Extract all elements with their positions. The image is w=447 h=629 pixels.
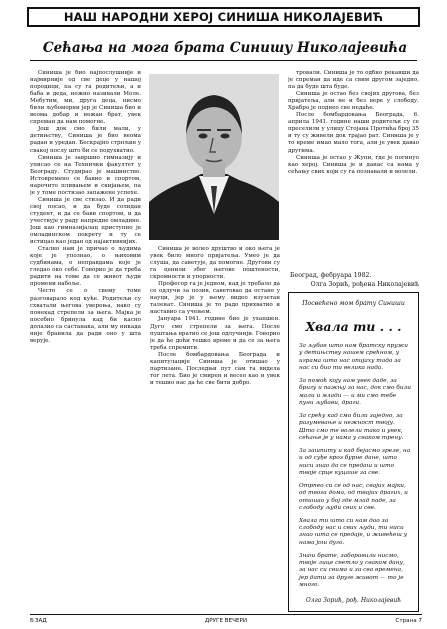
paragraph: тровали. Синиша је то одбио рекавши да је спреман да иде са свим другом заједно, па да буде шта буде. <box>288 70 419 91</box>
paragraph: После бомбардовања Београда и капитулације Синиша је отишао у партизане. Последњи пут сам га видела тог лета. Био је смирен и весео као и увек и тешио нас да ће све бити добро. <box>150 351 280 386</box>
paragraph: Стално нам је причао о људима које је упознао, о њиховим судбинама, о неправдама које је гледао око себе. Говорио је да треба радити на томе да се живот људи промени набоље. <box>30 246 141 288</box>
signature-place: Београд, фебруара 1982. <box>290 272 372 279</box>
portrait-photo <box>149 74 279 240</box>
paragraph: Још док смо били мали, у детињству, Синиша је био веома радан и уредан. Бескрајно стрпљив у свакој послу што би се подухватио. <box>30 126 141 154</box>
article-column-1 <box>30 70 141 603</box>
paragraph: После бомбардовања Београда, 6. априла 1941. године наши родитељи су се преселили у улицу Стојана Протића број 35 и ту су живели док трајао рат. Синиша је у то време имао мало тога, али је увек давао другима. <box>288 112 419 154</box>
paragraph: Јануара 1941. године био је ухапшен. Дуго смо стрепели за њега. После пуштања вратио се још одлучнији. Говорио је да ће доћи тешко време и да се за њега треба спремити. <box>150 316 280 351</box>
paragraph: Професор га је једном, кад је требало да се одлучи за позив, саветовао да остане у науци, јер је у њему видео изузетан таленат. Синиша је то радо прихватио и наставио са учењем. <box>150 281 280 316</box>
page-footer <box>30 614 422 627</box>
paragraph: Синиша је завршио гимназију и уписао се на Технички факултет у Београду. Студирао је машинство. Истовремено се бавио и спортом, нарочито пливањем и скијањем, па је у томе постизао запажене успехе. <box>30 154 141 196</box>
footer-center: ДРУГЕ ВЕЧЕРИ <box>204 618 248 624</box>
poem-stanza: За срећу кад смо били заједно, за разумевање и нежност твоју. Што смо те волели тако и увек, сећање је у нама у сваком трену. <box>299 412 404 442</box>
footer-left: Б ЗАД <box>30 618 47 624</box>
paragraph: Синиша је волео друштво и око њега је увек било много пријатеља. Умео је да слуша, да саветује, да помогне. Другови су га ценили због његове поштености, скромности и упорности. <box>150 246 280 281</box>
poem-stanza: За зашпиту и кад бејасмо зреле, на и од суђе кроз бурне дане, што ниси знао да се предаш и што твоје срце куцаше за све. <box>299 447 411 476</box>
poem-stanza: Знаш брате, заборавили нисмо, твоје лице светло у сваком дану, за нас си свима и за сва времена, јер дати за друге живот — то је много. <box>299 552 405 589</box>
poem-stanza: Хвала ти што си нам дао за слободу нас и свих људи, ти ниси знао шта се предаје, и живећеш у нама још дуго. <box>299 517 408 546</box>
paragraph: Синиша је остао без својих другова, без пријатеља, али не и без вере у слободу. Храбро је поднео све недаће. <box>288 91 419 112</box>
poem-stanza: Отрпео си се од нас, својих мајки, од твога дома, од твојих драгих, и отишао у бој где млад паде, за слободу људи свих и све. <box>299 482 408 511</box>
title-divider <box>30 60 417 61</box>
paragraph: Често се о свему томе разговарало код куће. Родитељи су схватали његова уверења, иако су понекад стрепели за њега. Мајка је посебно бринула кад би касно долазио са састанака, али му никада није бранила да ради оно у шта верује. <box>30 288 141 344</box>
poem-title: Хвала ти . . . <box>305 319 402 334</box>
poem-stanza: За помоћ коју нам увек даде, за бригу и пажњу за нас, док смо били мали и млади — и ми смо тебе пуни љубави, драги. <box>299 377 411 407</box>
poem-body <box>299 343 411 595</box>
article-column-3 <box>288 70 419 269</box>
paragraph: Синиша је био најпослушније и најмирније од све деце у нашој породици, па су га родитељи, а и баба и деда, нежно називали Моле. Мебутим, ми, друга деца, нисмо били љубоморни јер је Синиша био и веома добар и нежан брат, увек спреман да нам помогне. <box>30 70 141 126</box>
poem-box <box>288 292 419 612</box>
footer-page-number: Страна 7 <box>395 618 422 624</box>
poem-author: Олга Зорић, рођ. Николајевић <box>305 597 402 604</box>
signature-name: Олга Зорић, рођена Николајевић <box>310 281 419 288</box>
paragraph: Синиша је остао у Жупи, где је погинуо као херој. Синиша је и данас са нама у сећању свих који су га познавали и волели. <box>288 154 419 175</box>
article-column-2 <box>150 246 280 603</box>
article-title: Сећања на мога брата Синишу Николајевића <box>42 40 408 56</box>
paragraph: Синиша је све стизао. И да ради свој посао, и да буде солидан студент, и да се бави спортом, и да учествује у раду напредне омладине. Још као гимназијалац приступио је омладинском покрету и ту се истицао као један од најактивнијих. <box>30 196 141 246</box>
poem-stanza: За љубав што нам братску пружи у детињству нашем срећном, у играма што нас опијаху тада за нас си био ти велика нада. <box>299 343 408 372</box>
header-banner: НАШ НАРОДНИ ХЕРОЈ СИНИША НИКОЛАЈЕВИЋ <box>27 7 420 27</box>
poem-dedication: Посвећено мом брату Синиши <box>302 300 405 307</box>
